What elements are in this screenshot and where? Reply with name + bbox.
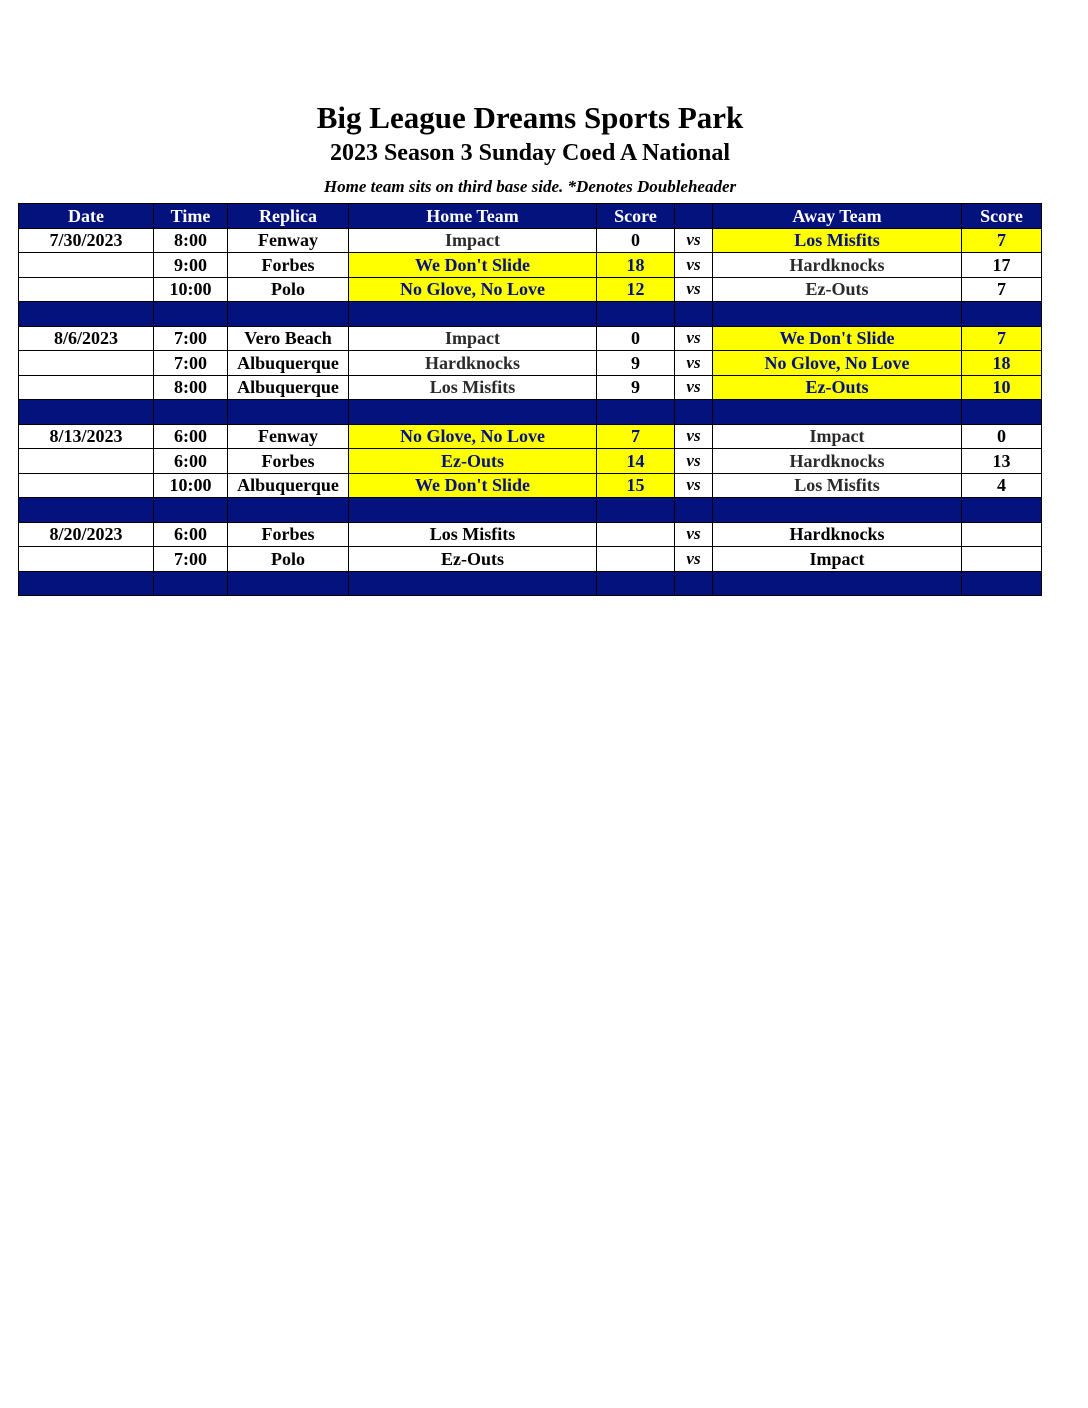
game-row xyxy=(19,277,1042,302)
vs-label: vs xyxy=(675,449,713,474)
home-score: 7 xyxy=(597,424,675,449)
away-score: 10 xyxy=(962,375,1042,400)
home-team: No Glove, No Love xyxy=(349,277,597,302)
schedule-table xyxy=(18,203,1042,596)
game-replica: Albuquerque xyxy=(228,351,349,376)
game-time: 7:00 xyxy=(154,547,228,572)
header-row xyxy=(19,204,1042,229)
game-replica: Forbes xyxy=(228,253,349,278)
game-time: 6:00 xyxy=(154,522,228,547)
away-score: 17 xyxy=(962,253,1042,278)
away-score: 7 xyxy=(962,326,1042,351)
game-date xyxy=(19,449,154,474)
home-score: 12 xyxy=(597,277,675,302)
game-replica: Forbes xyxy=(228,522,349,547)
game-date xyxy=(19,277,154,302)
away-score: 7 xyxy=(962,228,1042,253)
home-score: 9 xyxy=(597,351,675,376)
away-team: Los Misfits xyxy=(713,228,962,253)
game-date xyxy=(19,351,154,376)
away-score: 0 xyxy=(962,424,1042,449)
col-header-vs xyxy=(675,204,713,229)
game-row xyxy=(19,473,1042,498)
game-replica: Albuquerque xyxy=(228,473,349,498)
col-header-time: Time xyxy=(154,204,228,229)
home-team: Hardknocks xyxy=(349,351,597,376)
game-replica: Fenway xyxy=(228,228,349,253)
game-row xyxy=(19,253,1042,278)
away-team: Impact xyxy=(713,424,962,449)
page-title: Big League Dreams Sports Park xyxy=(316,100,744,135)
col-header-replica: Replica xyxy=(228,204,349,229)
home-team: We Don't Slide xyxy=(349,253,597,278)
vs-label: vs xyxy=(675,351,713,376)
game-row xyxy=(19,424,1042,449)
vs-label: vs xyxy=(675,326,713,351)
vs-label: vs xyxy=(675,277,713,302)
home-team: Ez-Outs xyxy=(349,547,597,572)
game-time: 10:00 xyxy=(154,277,228,302)
home-team: Impact xyxy=(349,326,597,351)
home-team: Los Misfits xyxy=(349,522,597,547)
game-date: 8/13/2023 xyxy=(19,424,154,449)
game-row xyxy=(19,449,1042,474)
col-header-away-score: Score xyxy=(962,204,1042,229)
game-replica: Polo xyxy=(228,277,349,302)
home-score: 0 xyxy=(597,326,675,351)
game-row xyxy=(19,547,1042,572)
game-row xyxy=(19,375,1042,400)
game-time: 7:00 xyxy=(154,351,228,376)
game-date xyxy=(19,253,154,278)
game-row xyxy=(19,351,1042,376)
week-separator xyxy=(19,302,1042,327)
game-time: 8:00 xyxy=(154,228,228,253)
game-replica: Polo xyxy=(228,547,349,572)
home-team: Impact xyxy=(349,228,597,253)
away-team: Hardknocks xyxy=(713,522,962,547)
game-date: 8/20/2023 xyxy=(19,522,154,547)
away-team: Hardknocks xyxy=(713,253,962,278)
home-score: 15 xyxy=(597,473,675,498)
home-score: 0 xyxy=(597,228,675,253)
away-score xyxy=(962,547,1042,572)
col-header-home-team: Home Team xyxy=(349,204,597,229)
game-time: 6:00 xyxy=(154,449,228,474)
away-score: 18 xyxy=(962,351,1042,376)
game-date: 8/6/2023 xyxy=(19,326,154,351)
home-team: Los Misfits xyxy=(349,375,597,400)
game-date xyxy=(19,547,154,572)
away-team: Impact xyxy=(713,547,962,572)
away-score: 4 xyxy=(962,473,1042,498)
game-row xyxy=(19,522,1042,547)
game-row xyxy=(19,326,1042,351)
col-header-away-team: Away Team xyxy=(713,204,962,229)
game-replica: Forbes xyxy=(228,449,349,474)
away-team: We Don't Slide xyxy=(713,326,962,351)
col-header-home-score: Score xyxy=(597,204,675,229)
vs-label: vs xyxy=(675,473,713,498)
game-date: 7/30/2023 xyxy=(19,228,154,253)
page-subtitle: 2023 Season 3 Sunday Coed A National xyxy=(329,140,731,166)
home-team: Ez-Outs xyxy=(349,449,597,474)
schedule-note: Home team sits on third base side. *Denotes Doubleheader xyxy=(323,177,737,196)
game-date xyxy=(19,375,154,400)
away-team: Ez-Outs xyxy=(713,375,962,400)
home-score: 14 xyxy=(597,449,675,474)
vs-label: vs xyxy=(675,253,713,278)
vs-label: vs xyxy=(675,375,713,400)
game-time: 9:00 xyxy=(154,253,228,278)
away-team: Hardknocks xyxy=(713,449,962,474)
week-separator xyxy=(19,498,1042,523)
game-time: 8:00 xyxy=(154,375,228,400)
game-replica: Albuquerque xyxy=(228,375,349,400)
vs-label: vs xyxy=(675,228,713,253)
game-replica: Fenway xyxy=(228,424,349,449)
home-score: 18 xyxy=(597,253,675,278)
col-header-date: Date xyxy=(19,204,154,229)
vs-label: vs xyxy=(675,547,713,572)
game-time: 7:00 xyxy=(154,326,228,351)
home-score: 9 xyxy=(597,375,675,400)
away-score: 13 xyxy=(962,449,1042,474)
vs-label: vs xyxy=(675,522,713,547)
home-team: We Don't Slide xyxy=(349,473,597,498)
game-time: 6:00 xyxy=(154,424,228,449)
away-team: No Glove, No Love xyxy=(713,351,962,376)
game-time: 10:00 xyxy=(154,473,228,498)
game-replica: Vero Beach xyxy=(228,326,349,351)
game-row xyxy=(19,228,1042,253)
week-separator xyxy=(19,571,1042,596)
home-team: No Glove, No Love xyxy=(349,424,597,449)
vs-label: vs xyxy=(675,424,713,449)
away-team: Ez-Outs xyxy=(713,277,962,302)
away-score xyxy=(962,522,1042,547)
game-date xyxy=(19,473,154,498)
away-score: 7 xyxy=(962,277,1042,302)
away-team: Los Misfits xyxy=(713,473,962,498)
home-score xyxy=(597,547,675,572)
week-separator xyxy=(19,400,1042,425)
home-score xyxy=(597,522,675,547)
